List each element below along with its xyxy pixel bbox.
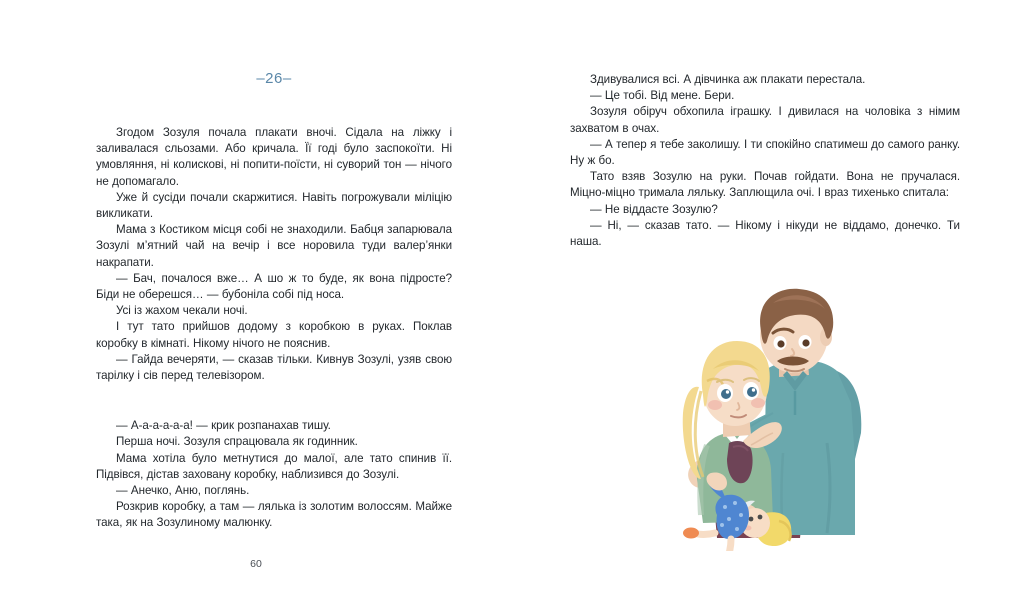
paragraph: Згодом Зозуля почала плакати вночі. Сідала на ліжку і заливалася сльозами. Або кричала. Її годі було заспокоїти. Ні умовляння, ні колискові, ні попити-поїсти, ні суворий тон — нічого не допомагало. <box>96 126 452 188</box>
paragraph: Зозуля обіруч обхопила іграшку. І дивилася на чоловіка з німим захватом в очах. <box>570 105 960 135</box>
right-page <box>512 0 1024 606</box>
paragraph: — А-а-а-а-а-а! — крик розпанахав тишу. <box>116 419 331 433</box>
paragraph: Розкрив коробку, а там — лялька із золотим волоссям. Майже така, як на Зозулиному малюнку. <box>96 500 452 530</box>
paragraph: — Ні, — сказав тато. — Нікому і нікуди не віддамо, донечко. Ти наша. <box>570 218 960 249</box>
paragraph: Перша ночі. Зозуля спрацювала як годинник. <box>116 435 358 449</box>
paragraph: — Не віддасте Зозулю? <box>590 202 718 216</box>
chapter-number: –26– <box>256 70 292 87</box>
right-page-body <box>570 0 960 250</box>
paragraph: Мама з Костиком місця собі не знаходили. Бабця запарювала Зозулі м’ятний чай на вечір і все норовила туди валер’янки накрапати. <box>96 223 452 269</box>
illustration-father-holding-girl-with-doll <box>655 283 923 551</box>
paragraph: І тут тато прийшов додому з коробкою в руках. Поклав коробку в кімнаті. Нікому нічого не пояснив. <box>96 320 452 350</box>
paragraph: — Це тобі. Від мене. Бери. <box>590 89 735 103</box>
paragraph: — Бач, почалося вже… А шо ж то буде, як вона підросте? Біди не оберешся… — бубоніла собі під носа. <box>96 271 452 302</box>
paragraph: Усі із жахом чекали ночі. <box>116 304 248 318</box>
paragraph: Тато взяв Зозулю на руки. Почав гойдати. Вона не пручалася. Міцно-міцно тримала ляльку. Заплющила очі. І враз тихенько спитала: <box>570 170 960 200</box>
paragraph: Здивувалися всі. А дівчинка аж плакати перестала. <box>590 73 866 86</box>
paragraph: Уже й сусіди почали скаржитися. Навіть погрожували міліцію викликати. <box>96 190 452 221</box>
paragraph: — Анечко, Аню, поглянь. <box>116 484 250 498</box>
page-number: 60 <box>250 558 262 570</box>
paragraph: — Гайда вечеряти, — сказав тільки. Кивнув Зозулі, узяв свою тарілку і сів перед телевізором. <box>96 352 452 383</box>
paragraph: Мама хотіла було метнутися до малої, але тато спинив її. Підвівся, дістав заховану коробку, наблизився до Зозулі. <box>96 451 452 481</box>
left-page-body <box>96 125 452 532</box>
paragraph: — А тепер я тебе заколишу. І ти спокійно спатимеш до самого ранку. Ну ж бо. <box>570 137 960 168</box>
scene-break <box>96 384 452 418</box>
